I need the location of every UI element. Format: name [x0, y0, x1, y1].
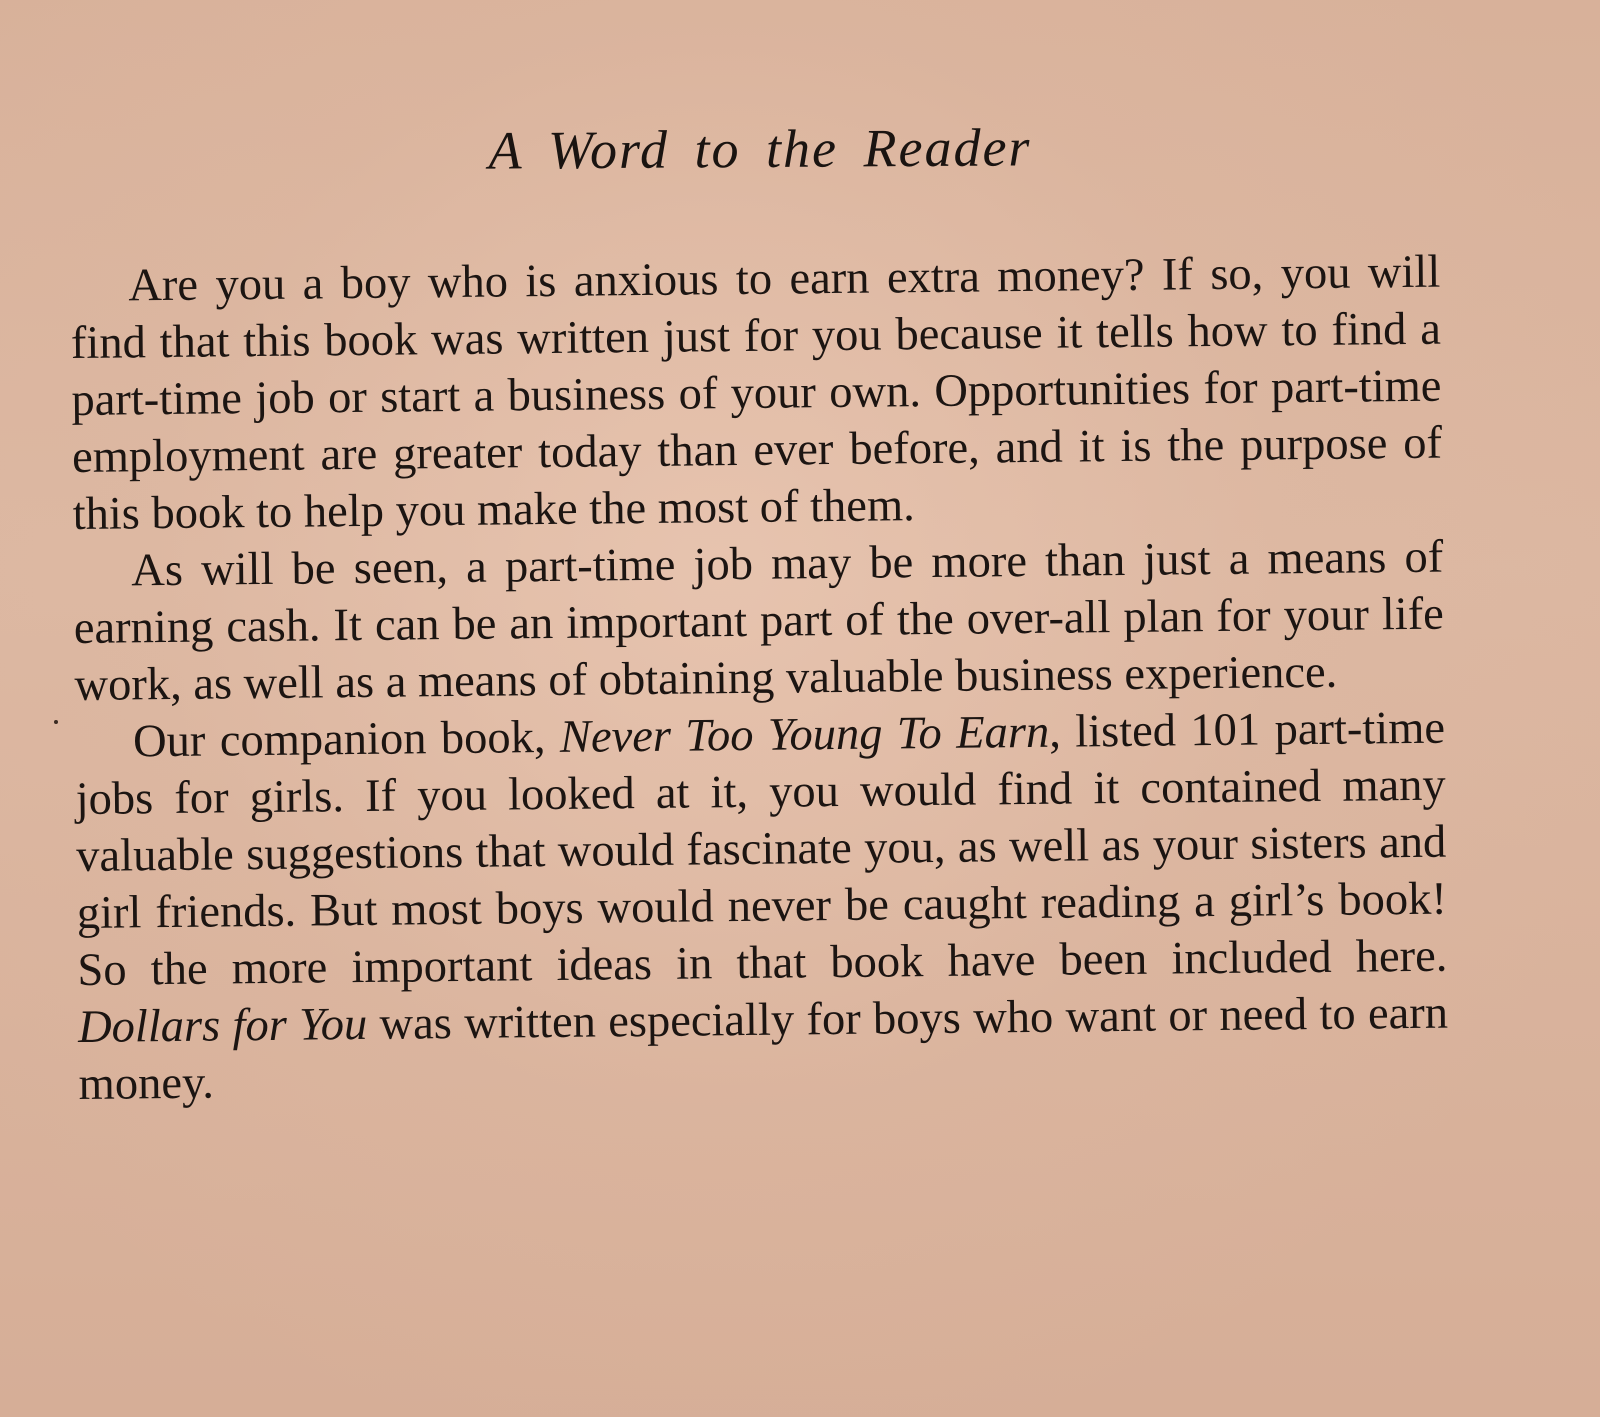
companion-book-title: Never Too Young To Earn	[559, 706, 1050, 763]
book-title: Dollars for You	[77, 998, 368, 1053]
paragraph-2: As will be seen, a part-time job may be more than just a means of earning cash. It can be an important part of the over-all plan for your life work, as well as a means of obtaining valuable business experience.	[73, 531, 1445, 711]
paragraph-3-text-c: was written especially for boys who want or need to earn money.	[78, 987, 1449, 1110]
page-title: A Word to the Reader	[488, 117, 1032, 181]
body-text	[70, 244, 1449, 1113]
paragraph-3	[75, 700, 1449, 1113]
paragraph-3-text-a: Our companion book,	[132, 711, 561, 768]
ink-speck	[54, 720, 58, 724]
paragraph-3-text-b: , listed 101 part-time jobs for girls. If you looked at it, you would find it contained many valuable suggestions that would fascinate you, as well as your sisters and girl friends. But most boys would never be caught reading a girl’s book! So the more important ideas in that book have been included here.	[75, 702, 1448, 996]
paragraph-1: Are you a boy who is anxious to earn extra money? If so, you will find that this book was written just for you because it tells how to find a part-time job or start a business of your own. Opportunities for part-time employment are greater today than ever before, and it is the purpose of this book to help you make the most of them.	[70, 246, 1443, 540]
